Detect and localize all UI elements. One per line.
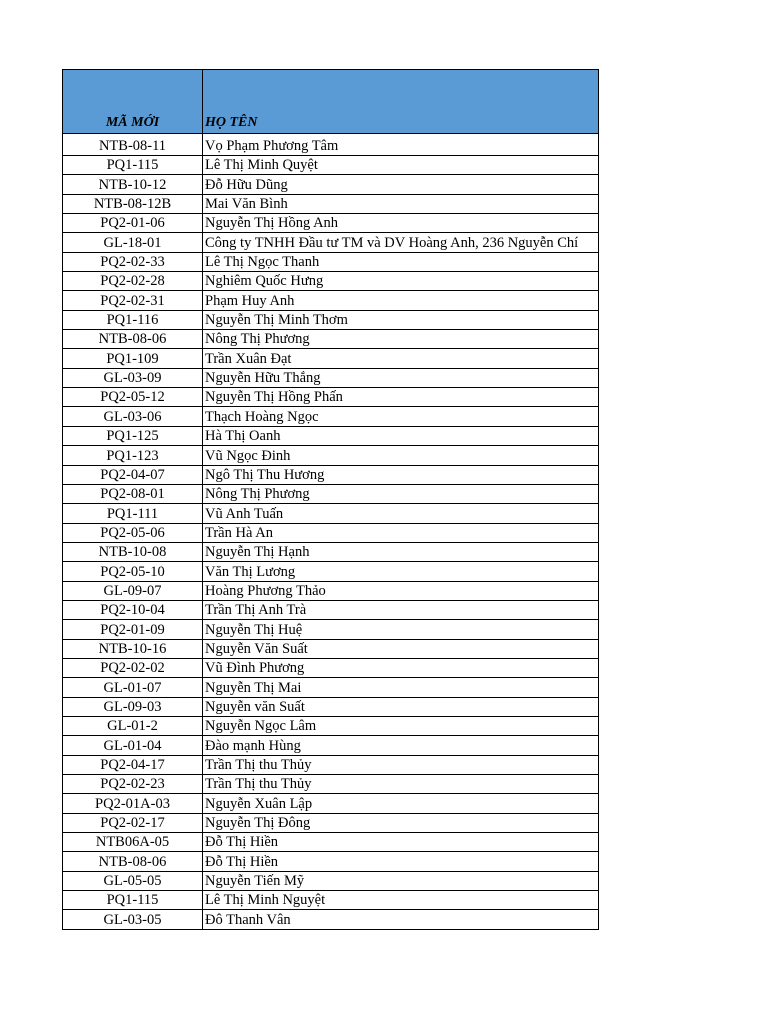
cell-name: Vọ Phạm Phương Tâm: [203, 134, 599, 156]
table-row: [63, 407, 599, 426]
cell-name: Trần Hà An: [203, 523, 599, 542]
cell-code: PQ1-109: [63, 349, 203, 368]
cell-name: Vũ Ngọc Đinh: [203, 446, 599, 465]
table-row: [63, 542, 599, 561]
table-row: [63, 813, 599, 832]
cell-code: PQ2-02-31: [63, 291, 203, 310]
cell-code: GL-09-07: [63, 581, 203, 600]
cell-name: Nguyễn Xuân Lập: [203, 794, 599, 813]
cell-name: Nguyễn Thị Huệ: [203, 620, 599, 639]
table-row: [63, 175, 599, 194]
cell-code: PQ2-01-06: [63, 214, 203, 233]
cell-name: Phạm Huy Anh: [203, 291, 599, 310]
cell-code: PQ2-05-06: [63, 523, 203, 542]
column-header-code: MÃ MỚI: [63, 70, 203, 134]
cell-code: GL-18-01: [63, 233, 203, 252]
table-row: [63, 134, 599, 156]
table-row: [63, 484, 599, 503]
table-row: [63, 233, 599, 252]
cell-name: Vũ Đình Phương: [203, 658, 599, 677]
cell-name: Vũ Anh Tuấn: [203, 504, 599, 523]
table-row: [63, 775, 599, 794]
cell-code: GL-01-04: [63, 736, 203, 755]
cell-name: Nguyễn văn Suất: [203, 697, 599, 716]
cell-name: Trần Xuân Đạt: [203, 349, 599, 368]
cell-code: PQ1-111: [63, 504, 203, 523]
table-row: [63, 639, 599, 658]
cell-name: Lê Thị Ngọc Thanh: [203, 252, 599, 271]
name-list-table: [62, 69, 599, 930]
table-row: [63, 755, 599, 774]
table-row: [63, 388, 599, 407]
cell-code: PQ2-04-17: [63, 755, 203, 774]
cell-code: GL-03-06: [63, 407, 203, 426]
table-row: [63, 871, 599, 890]
column-header-name: HỌ TÊN: [203, 70, 599, 134]
table-row: [63, 581, 599, 600]
table-row: [63, 833, 599, 852]
table-row: [63, 736, 599, 755]
cell-code: PQ2-05-10: [63, 562, 203, 581]
cell-name: Nguyễn Thị Đông: [203, 813, 599, 832]
cell-code: NTB-08-12B: [63, 194, 203, 213]
table-row: [63, 600, 599, 619]
header-row: [63, 70, 599, 134]
cell-code: PQ1-115: [63, 156, 203, 175]
table-row: [63, 310, 599, 329]
cell-name: Văn Thị Lương: [203, 562, 599, 581]
cell-code: PQ2-01-09: [63, 620, 203, 639]
cell-name: Đỗ Thị Hiền: [203, 852, 599, 871]
cell-code: GL-03-05: [63, 910, 203, 929]
table-row: [63, 697, 599, 716]
table-row: [63, 349, 599, 368]
table-row: [63, 156, 599, 175]
table-row: [63, 368, 599, 387]
cell-code: NTB-10-08: [63, 542, 203, 561]
table-row: [63, 794, 599, 813]
table-row: [63, 465, 599, 484]
cell-name: Nghiêm Quốc Hưng: [203, 272, 599, 291]
cell-name: Nguyễn Thị Hồng Phấn: [203, 388, 599, 407]
cell-code: PQ2-05-12: [63, 388, 203, 407]
cell-name: Lê Thị Minh Nguyệt: [203, 891, 599, 910]
cell-code: GL-03-09: [63, 368, 203, 387]
cell-name: Nguyễn Hữu Thắng: [203, 368, 599, 387]
cell-name: Nông Thị Phương: [203, 484, 599, 503]
cell-code: NTB-10-16: [63, 639, 203, 658]
cell-name: Đào mạnh Hùng: [203, 736, 599, 755]
cell-code: NTB-08-06: [63, 852, 203, 871]
cell-name: Công ty TNHH Đầu tư TM và DV Hoàng Anh, 236 Nguyễn Chí: [203, 233, 599, 252]
cell-code: PQ1-115: [63, 891, 203, 910]
cell-name: Nguyễn Ngọc Lâm: [203, 716, 599, 735]
cell-code: PQ2-10-04: [63, 600, 203, 619]
table-row: [63, 658, 599, 677]
cell-code: PQ2-02-17: [63, 813, 203, 832]
cell-code: PQ2-01A-03: [63, 794, 203, 813]
cell-code: PQ2-02-23: [63, 775, 203, 794]
cell-name: Nguyễn Văn Suất: [203, 639, 599, 658]
table-row: [63, 291, 599, 310]
table-row: [63, 678, 599, 697]
cell-name: Thạch Hoàng Ngọc: [203, 407, 599, 426]
cell-code: NTB-08-06: [63, 330, 203, 349]
cell-name: Nguyễn Thị Mai: [203, 678, 599, 697]
cell-code: PQ2-02-02: [63, 658, 203, 677]
cell-code: PQ1-116: [63, 310, 203, 329]
cell-name: Nguyễn Tiến Mỹ: [203, 871, 599, 890]
table-row: [63, 523, 599, 542]
table-row: [63, 562, 599, 581]
table-row: [63, 852, 599, 871]
cell-code: GL-01-07: [63, 678, 203, 697]
cell-code: GL-09-03: [63, 697, 203, 716]
cell-name: Đỗ Hữu Dũng: [203, 175, 599, 194]
cell-code: PQ1-125: [63, 426, 203, 445]
table-row: [63, 620, 599, 639]
cell-name: Trần Thị thu Thủy: [203, 775, 599, 794]
table-row: [63, 252, 599, 271]
cell-name: Hà Thị Oanh: [203, 426, 599, 445]
cell-name: Nguyễn Thị Hạnh: [203, 542, 599, 561]
cell-code: PQ1-123: [63, 446, 203, 465]
cell-name: Đô Thanh Vân: [203, 910, 599, 929]
cell-name: Trần Thị Anh Trà: [203, 600, 599, 619]
cell-code: NTB06A-05: [63, 833, 203, 852]
cell-code: NTB-10-12: [63, 175, 203, 194]
cell-name: Nguyễn Thị Hồng Anh: [203, 214, 599, 233]
cell-name: Ngô Thị Thu Hương: [203, 465, 599, 484]
cell-name: Hoàng Phương Thảo: [203, 581, 599, 600]
table-row: [63, 910, 599, 929]
cell-name: Đỗ Thị Hiền: [203, 833, 599, 852]
table-row: [63, 504, 599, 523]
table-row: [63, 214, 599, 233]
cell-code: PQ2-02-28: [63, 272, 203, 291]
cell-name: Nguyễn Thị Minh Thơm: [203, 310, 599, 329]
cell-code: PQ2-08-01: [63, 484, 203, 503]
table-row: [63, 446, 599, 465]
cell-code: PQ2-04-07: [63, 465, 203, 484]
cell-code: PQ2-02-33: [63, 252, 203, 271]
table-row: [63, 426, 599, 445]
cell-code: GL-05-05: [63, 871, 203, 890]
table-row: [63, 330, 599, 349]
cell-name: Nông Thị Phương: [203, 330, 599, 349]
table-row: [63, 194, 599, 213]
table-body: [63, 134, 599, 930]
table-row: [63, 716, 599, 735]
cell-code: NTB-08-11: [63, 134, 203, 156]
cell-code: GL-01-2: [63, 716, 203, 735]
table-row: [63, 891, 599, 910]
cell-name: Mai Văn Bình: [203, 194, 599, 213]
table-row: [63, 272, 599, 291]
cell-name: Lê Thị Minh Quyệt: [203, 156, 599, 175]
cell-name: Trần Thị thu Thủy: [203, 755, 599, 774]
